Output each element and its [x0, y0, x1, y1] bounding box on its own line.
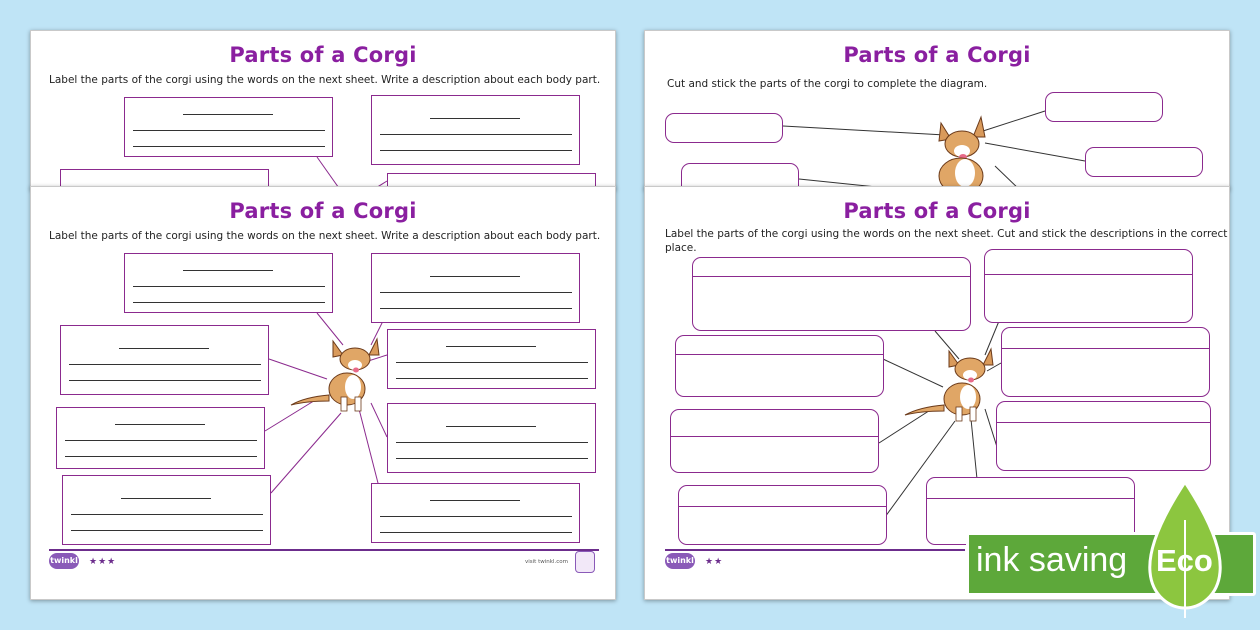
- difficulty-stars: ★★★: [89, 556, 117, 566]
- footer-divider: [49, 549, 599, 551]
- worksheet-title: Parts of a Corgi: [843, 199, 1031, 223]
- twinkl-logo: twinkl: [665, 553, 695, 569]
- cut-stick-box: [665, 113, 783, 143]
- difficulty-stars: ★★: [705, 556, 724, 566]
- worksheet-bottom-left: [30, 186, 616, 600]
- corgi-illustration: [899, 345, 999, 425]
- visit-text: visit twinkl.com: [525, 559, 568, 565]
- description-box: [678, 485, 887, 545]
- label-box: [60, 325, 269, 395]
- label-box: [371, 95, 580, 165]
- label-box: [387, 403, 596, 473]
- worksheet-top-left: [30, 30, 616, 190]
- worksheet-instruction: Cut and stick the parts of the corgi to complete the diagram.: [667, 78, 988, 90]
- worksheet-title: Parts of a Corgi: [229, 43, 417, 67]
- label-box: [62, 475, 271, 545]
- label-box: [124, 97, 333, 157]
- description-box: [670, 409, 879, 473]
- label-box: [56, 407, 265, 469]
- description-box: [692, 257, 971, 331]
- eco-badge-text: ink saving: [976, 541, 1128, 579]
- worksheet-instruction: Label the parts of the corgi using the words on the next sheet. Write a description about each body part.: [49, 230, 601, 242]
- badge-icon: [575, 551, 595, 573]
- label-box: [371, 253, 580, 323]
- twinkl-logo: twinkl: [49, 553, 79, 569]
- worksheet-instruction-line-2: place.: [665, 242, 697, 254]
- corgi-illustration: [285, 335, 385, 415]
- corgi-illustration: [915, 111, 1005, 190]
- description-box: [675, 335, 884, 397]
- description-box: [996, 401, 1211, 471]
- description-box: [984, 249, 1193, 323]
- worksheet-top-right: [644, 30, 1230, 190]
- eco-badge-word: Eco: [1156, 543, 1213, 578]
- label-box: [371, 483, 580, 543]
- label-box: [387, 329, 596, 389]
- cut-stick-box: [1085, 147, 1203, 177]
- worksheet-instruction: Label the parts of the corgi using the words on the next sheet. Write a description about each body part.: [49, 74, 601, 86]
- description-box: [1001, 327, 1210, 397]
- footer-divider: [665, 549, 965, 551]
- worksheet-title: Parts of a Corgi: [229, 199, 417, 223]
- worksheet-title: Parts of a Corgi: [843, 43, 1031, 67]
- label-box: [124, 253, 333, 313]
- worksheet-instruction-line-1: Label the parts of the corgi using the words on the next sheet. Cut and stick the descriptions in the correct: [665, 228, 1228, 240]
- cut-stick-box: [1045, 92, 1163, 122]
